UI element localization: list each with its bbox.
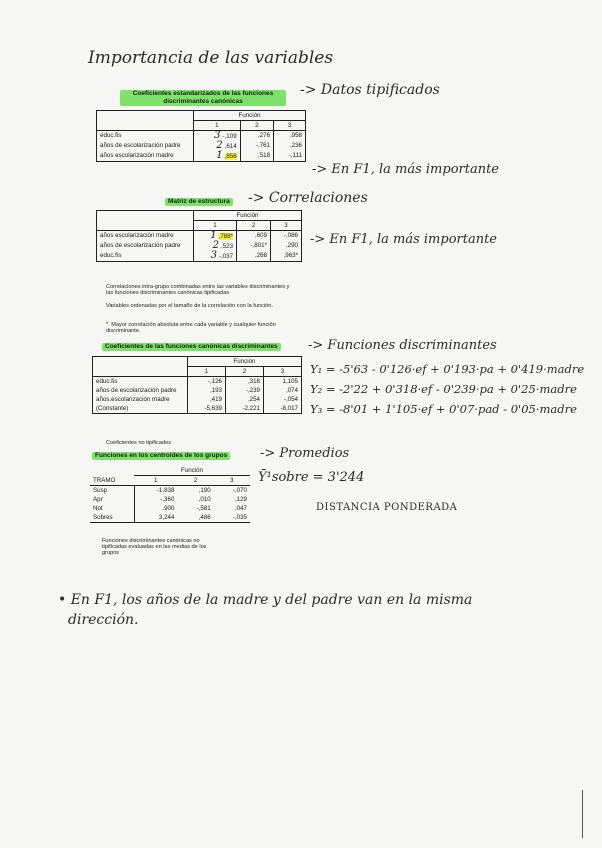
table3-footnote: Coeficientes no tipificados <box>106 440 171 446</box>
table1-col: 3 <box>274 121 306 131</box>
table1-side-note: -> En F1, la más importante <box>312 162 500 177</box>
table-row <box>97 231 302 242</box>
table2-heading: Matriz de estructura <box>165 198 233 206</box>
table4 <box>90 466 250 523</box>
table3-col: 2 <box>226 367 264 377</box>
row-label: Sobres <box>90 513 134 523</box>
cell: ,958 <box>274 131 306 142</box>
table-row <box>93 377 302 387</box>
rank-mark: 1 <box>210 230 217 241</box>
cell: ,268 <box>237 251 271 262</box>
row-label: Not <box>90 504 134 513</box>
rank-mark: 2 <box>212 240 220 251</box>
table2-col: 1 <box>194 221 237 231</box>
row-label: educ.fis <box>93 377 188 387</box>
cell: ,614 <box>224 143 237 150</box>
row-label: educ.fis <box>97 251 194 262</box>
cell: ,074 <box>264 386 302 395</box>
table1-note: -> Datos tipificados <box>300 82 440 98</box>
table-row <box>93 386 302 395</box>
cell: -,761 <box>240 141 273 151</box>
ybar-sobre: Ȳ¹sobre = 3'244 <box>258 470 365 485</box>
cell: 1,105 <box>264 377 302 387</box>
cell: ,486 <box>177 513 213 523</box>
cell: ,419 <box>188 395 226 404</box>
rank-mark: 2 <box>216 140 223 151</box>
cell: ,010 <box>198 496 211 503</box>
cell: ,254 <box>226 395 264 404</box>
cell: ,609 <box>237 231 271 242</box>
table3-heading: Coeficientes de las funciones canónicas discriminantes <box>102 343 281 351</box>
table4-col: 2 <box>177 476 213 486</box>
cell: -,111 <box>274 151 306 162</box>
table4-col: 1 <box>134 476 177 486</box>
cell: ,193 <box>188 386 226 395</box>
row-label: años de escolarización padre <box>97 241 194 251</box>
row-label: años.escolarización madre <box>93 395 188 404</box>
cell: -,109 <box>222 133 237 140</box>
table3 <box>92 356 302 414</box>
cell: ,900 <box>162 505 175 512</box>
table4-func-header: Función <box>134 466 250 476</box>
table-row <box>90 504 250 513</box>
table2-side-note: -> En F1, la más importante <box>310 232 498 247</box>
cell: ,318 <box>226 377 264 387</box>
table-row <box>97 141 306 151</box>
row-label: años de escolarización padre <box>97 141 194 151</box>
table1-col: 1 <box>194 121 241 131</box>
cell: -,801* <box>237 241 271 251</box>
cell: -2,221 <box>226 404 264 414</box>
table-row <box>90 486 250 496</box>
table2-footnote-2: Variables ordenadas por el tamaño de la correlación con la función. <box>106 303 273 309</box>
cell: ,047 <box>234 505 247 512</box>
table-row <box>97 131 306 142</box>
table2-func-header: Función <box>194 211 302 221</box>
table2-footnote-3: *. Mayor correlación absoluta entre cada variable y cualquier función discriminante. <box>106 322 276 335</box>
cell: 3,244 <box>134 513 177 523</box>
cell: ,236 <box>274 141 306 151</box>
cell: ,856 <box>224 153 237 160</box>
table3-note: -> Funciones discriminantes <box>308 338 497 353</box>
table-row <box>97 251 302 262</box>
table1-heading: Coeficientes estandarizados de las funciones discriminantes canónicas <box>120 90 286 106</box>
scan-edge-line <box>582 790 583 838</box>
table1-func-header: Función <box>194 111 306 121</box>
table2-col: 2 <box>237 221 271 231</box>
table3-col: 1 <box>188 367 226 377</box>
cell: -,581 <box>196 505 211 512</box>
table2-footnote-1: Correlaciones intra-grupo combinadas entre las variables discriminantes y las funciones discriminantes canónicas tipificadas <box>106 284 290 297</box>
equation-y1: Y₁ = -5'63 - 0'126·ef + 0'193·pa + 0'419·madre <box>310 362 585 376</box>
table2-col: 3 <box>271 221 302 231</box>
table4-row-header: TRAMO <box>90 476 134 486</box>
row-label: Susp <box>90 486 134 496</box>
cell: -,054 <box>264 395 302 404</box>
cell: -5,639 <box>188 404 226 414</box>
cell: -,035 <box>214 513 250 523</box>
conclusion-line-1: • En F1, los años de la madre y del padre van en la misma <box>58 592 473 608</box>
equation-y3: Y₃ = -8'01 + 1'105·ef + 0'07·pad - 0'05·madre <box>310 402 577 416</box>
distancia-ponderada: DISTANCIA PONDERADA <box>316 502 458 513</box>
cell: ,190 <box>198 487 211 494</box>
conclusion-line-2: dirección. <box>68 612 139 628</box>
table3-col: 3 <box>264 367 302 377</box>
cell: ,788* <box>218 233 234 240</box>
table4-col: 3 <box>214 476 250 486</box>
cell: ,290 <box>271 241 302 251</box>
table-row <box>93 404 302 414</box>
table-row <box>93 395 302 404</box>
table4-note: -> Promedios <box>260 446 350 461</box>
cell: ,129 <box>234 496 247 503</box>
page-title: Importancia de las variables <box>88 48 334 68</box>
cell: -,086 <box>271 231 302 242</box>
cell: ,963* <box>271 251 302 262</box>
cell: ,523 <box>221 243 234 250</box>
rank-mark: 3 <box>214 130 221 141</box>
row-label: Apr <box>90 495 134 504</box>
table-row <box>90 513 250 523</box>
cell: -1,838 <box>156 487 175 494</box>
rank-mark: 1 <box>216 150 223 161</box>
row-label: (Constante) <box>93 404 188 414</box>
cell: -8,017 <box>264 404 302 414</box>
table1 <box>96 110 306 162</box>
cell: ,276 <box>240 131 273 142</box>
row-label: años escolarización madre <box>97 231 194 242</box>
equation-y2: Y₂ = -2'22 + 0'318·ef - 0'239·pa + 0'25·madre <box>310 382 577 396</box>
table1-col: 2 <box>240 121 273 131</box>
cell: -,126 <box>188 377 226 387</box>
row-label: años de escolarización padre <box>93 386 188 395</box>
cell: -,037 <box>218 253 234 260</box>
cell: -,360 <box>160 496 175 503</box>
table-row <box>97 241 302 251</box>
table-row <box>97 151 306 162</box>
row-label: educ.fis <box>97 131 194 142</box>
table2-note: -> Correlaciones <box>248 190 368 206</box>
table3-func-header: Función <box>188 357 302 367</box>
cell: -,070 <box>232 487 247 494</box>
cell: ,518 <box>240 151 273 162</box>
table4-heading: Funciones en los centroides de los grupos <box>92 452 230 460</box>
rank-mark: 3 <box>210 250 217 261</box>
table4-footnote: Funciones discriminantes canónicas no tipificadas evaluadas en las medias de los grupos <box>102 538 207 557</box>
table2 <box>96 210 302 262</box>
table-row <box>90 495 250 504</box>
cell: -,239 <box>226 386 264 395</box>
row-label: años escolarización madre <box>97 151 194 162</box>
